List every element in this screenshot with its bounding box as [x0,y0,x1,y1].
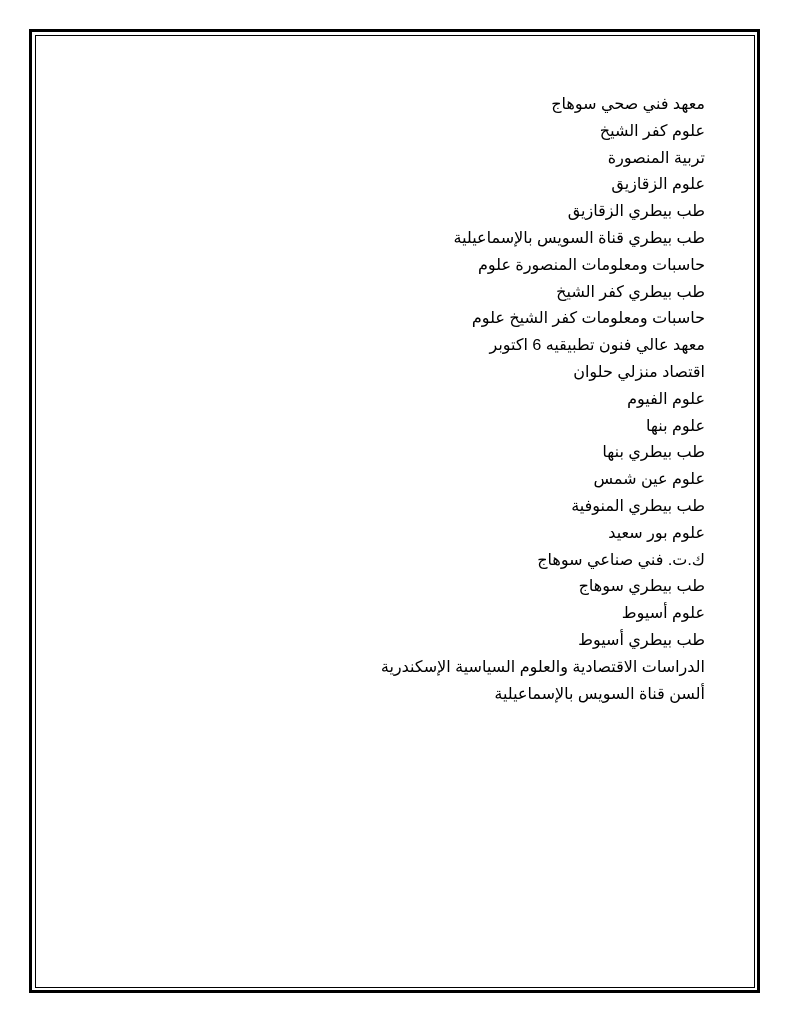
list-item: طب بيطري سوهاج [578,578,705,596]
list-item: حاسبات ومعلومات كفر الشيخ علوم [471,310,705,328]
institution-list [105,92,705,708]
list-item: ك.ت. فني صناعي سوهاج [537,551,705,569]
list-item: ألسن قناة السويس بالإسماعيلية [494,685,705,703]
list-item: طب بيطري بنها [602,444,705,462]
list-item: علوم عين شمس [593,471,705,489]
list-item: علوم أسيوط [621,605,705,623]
list-item: علوم الفيوم [627,390,705,408]
list-item: معهد فني صحي سوهاج [551,96,705,113]
list-item: طب بيطري الزقازيق [567,203,705,221]
list-item: معهد عالي فنون تطبيقيه 6 اكتوبر [489,337,705,355]
list-item: طب بيطري أسيوط [578,631,705,649]
list-item: علوم بور سعيد [608,524,705,542]
list-item: حاسبات ومعلومات المنصورة علوم [477,256,705,274]
list-item: طب بيطري المنوفية [571,497,705,515]
list-item: الدراسات الاقتصادية والعلوم السياسية الإسكندرية [380,658,705,676]
list-item: طب بيطري قناة السويس بالإسماعيلية [453,229,705,247]
list-item: علوم بنها [646,417,705,435]
list-item: طب بيطري كفر الشيخ [556,283,705,301]
list-item: تربية المنصورة [607,149,705,167]
list-item: علوم كفر الشيخ [599,122,705,140]
list-item: علوم الزقازيق [611,176,705,194]
list-item: اقتصاد منزلي حلوان [573,363,705,381]
